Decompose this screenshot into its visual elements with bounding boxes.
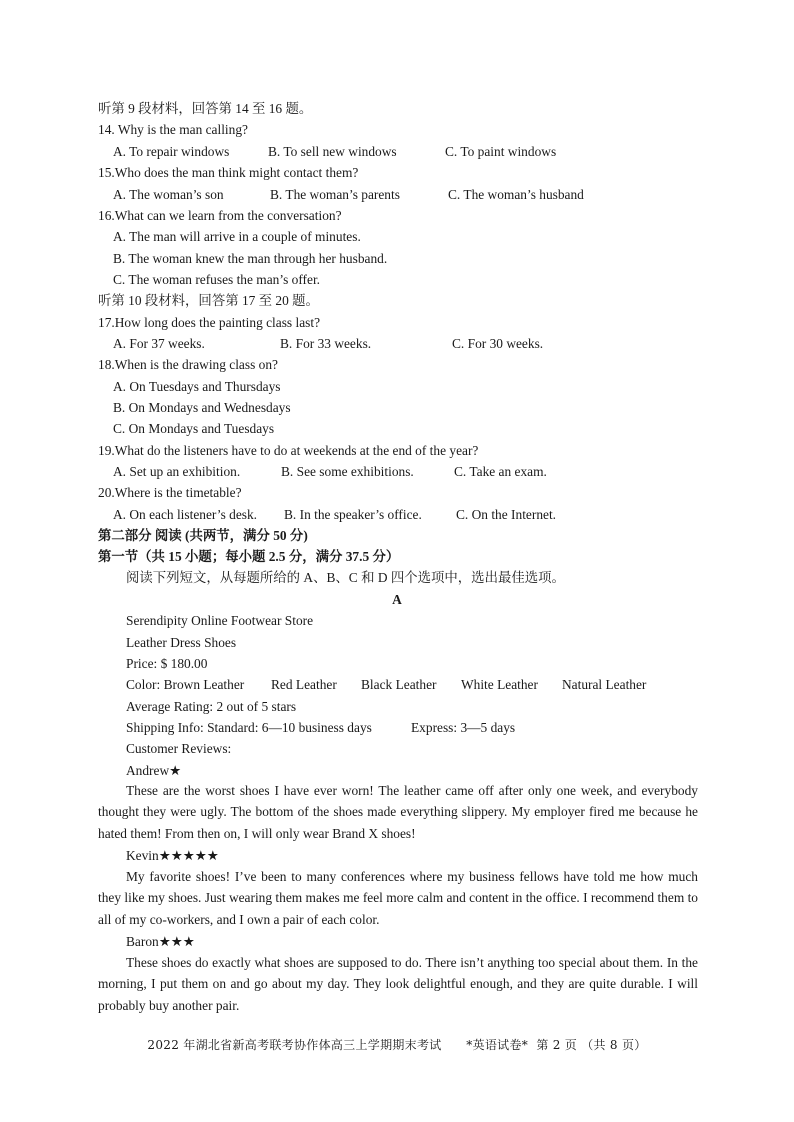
reading-part-title: 第二部分 阅读 (共两节，满分 50 分) <box>98 528 308 543</box>
section10-title: 听第 10 段材料，回答第 17 至 20 题。 <box>98 293 319 308</box>
star-rating-icon: ★ <box>169 763 182 778</box>
color-white: White Leather <box>461 677 538 692</box>
q15-option-b: B. The woman’s parents <box>270 187 400 202</box>
star-rating-icon: ★★★★★ <box>158 848 219 863</box>
review-author-name: Kevin <box>126 848 159 863</box>
review-text: These shoes do exactly what shoes are supposed to do. There isn’t anything too special about them. In the morning, I put them on and go about my day. They look delightful enough, and they are quite durable. I will probably buy another pair. <box>98 955 698 1013</box>
shipping-express: Express: 3—5 days <box>411 720 516 735</box>
q17-stem: 17.How long does the painting class last? <box>98 315 321 330</box>
review-author <box>126 847 219 865</box>
q18-option-c: C. On Mondays and Tuesdays <box>113 421 275 436</box>
q17-option-a: A. For 37 weeks. <box>113 336 205 351</box>
q18-stem: 18.When is the drawing class on? <box>98 357 278 372</box>
section9-title: 听第 9 段材料，回答第 14 至 16 题。 <box>98 101 313 116</box>
q14-option-b: B. To sell new windows <box>268 144 397 159</box>
q17-option-c: C. For 30 weeks. <box>452 336 544 351</box>
product-name: Leather Dress Shoes <box>126 635 237 650</box>
q20-option-a: A. On each listener’s desk. <box>113 507 258 522</box>
reading-section-title: 第一节（共 15 小题；每小题 2.5 分，满分 37.5 分） <box>98 549 400 564</box>
q15-stem: 15.Who does the man think might contact them? <box>98 165 359 180</box>
q20-stem: 20.Where is the timetable? <box>98 485 242 500</box>
color-red: Red Leather <box>271 677 337 692</box>
color-label: Color: Brown Leather <box>126 677 245 692</box>
q19-option-b: B. See some exhibitions. <box>281 464 414 479</box>
review-author <box>126 762 181 780</box>
store-name: Serendipity Online Footwear Store <box>126 613 314 628</box>
passage-label: A <box>392 592 402 607</box>
review-author-name: Baron <box>126 934 159 949</box>
q15-option-c: C. The woman’s husband <box>448 187 584 202</box>
average-rating: Average Rating: 2 out of 5 stars <box>126 699 297 714</box>
q19-stem: 19.What do the listeners have to do at weekends at the end of the year? <box>98 443 479 458</box>
q16-option-a: A. The man will arrive in a couple of minutes. <box>113 229 361 244</box>
reading-instructions: 阅读下列短文，从每题所给的 A、B、C 和 D 四个选项中，选出最佳选项。 <box>126 570 565 585</box>
q14-option-c: C. To paint windows <box>445 144 557 159</box>
q20-option-b: B. In the speaker’s office. <box>284 507 422 522</box>
q20-option-c: C. On the Internet. <box>456 507 557 522</box>
q14-option-a: A. To repair windows <box>113 144 230 159</box>
footer-exam-title: 2022 年湖北省新高考联考协作体高三上学期期末考试 <box>147 1038 442 1052</box>
q15-option-a: A. The woman’s son <box>113 187 224 202</box>
star-rating-icon: ★★★ <box>158 934 195 949</box>
shipping-standard: Shipping Info: Standard: 6—10 business days <box>126 720 372 735</box>
product-price: Price: $ 180.00 <box>126 656 208 671</box>
q18-option-a: A. On Tuesdays and Thursdays <box>113 379 281 394</box>
q19-option-a: A. Set up an exhibition. <box>113 464 241 479</box>
q16-option-c: C. The woman refuses the man’s offer. <box>113 272 321 287</box>
footer-page-number: 第 2 页 （共 8 页） <box>536 1038 647 1052</box>
q16-stem: 16.What can we learn from the conversation? <box>98 208 342 223</box>
q16-option-b: B. The woman knew the man through her husband. <box>113 251 388 266</box>
footer-subject: *英语试卷* <box>466 1038 529 1052</box>
q18-option-b: B. On Mondays and Wednesdays <box>113 400 291 415</box>
customer-reviews-label: Customer Reviews: <box>126 741 232 756</box>
review-text: These are the worst shoes I have ever worn! The leather came off after only one week, and everybody thought they were ugly. The bottom of the shoes made everything slippery. My employer fired me because he hated them! From then on, I will only wear Brand X shoes! <box>98 783 698 841</box>
review-author <box>126 933 195 951</box>
q19-option-c: C. Take an exam. <box>454 464 547 479</box>
color-black: Black Leather <box>361 677 437 692</box>
color-natural: Natural Leather <box>562 677 647 692</box>
review-text: My favorite shoes! I’ve been to many conferences where my business fellows have told me how much they like my shoes. Just wearing them makes me feel more calm and content in the office. I recommend them to all of my co-workers, and I own a pair of each color. <box>98 869 698 927</box>
q17-option-b: B. For 33 weeks. <box>280 336 372 351</box>
review-author-name: Andrew <box>126 763 170 778</box>
q14-stem: 14. Why is the man calling? <box>98 122 248 137</box>
page-footer <box>0 1036 794 1053</box>
